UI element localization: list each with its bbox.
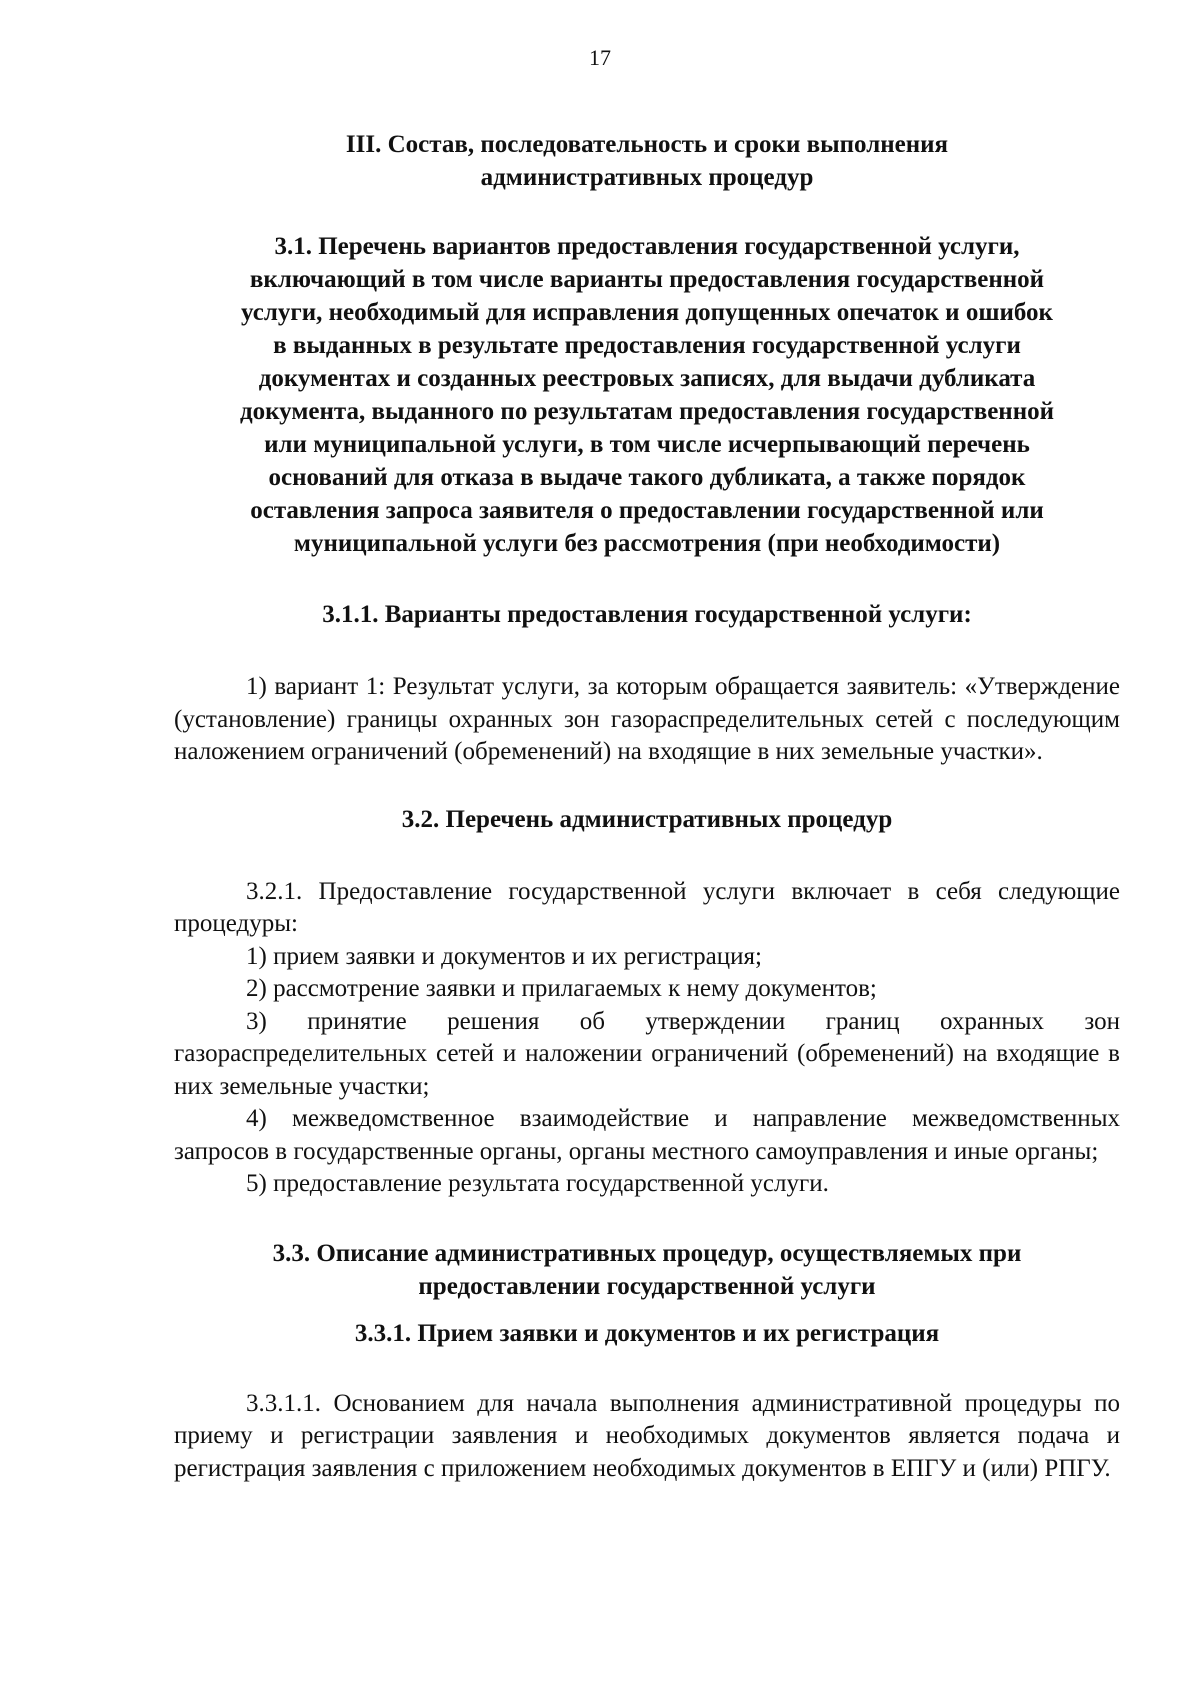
heading-3-3 [174, 1237, 1120, 1303]
heading-line: предоставлении государственной услуги [418, 1272, 876, 1300]
section-title-line: III. Состав, последовательность и сроки выполнения [345, 131, 949, 158]
heading-line: документах и созданных реестровых записях, для выдачи дубликата [258, 365, 1036, 392]
heading-line: услуги, необходимый для исправления допущенных опечаток и ошибок [241, 299, 1053, 326]
paragraph-variant-1: 1) вариант 1: Результат услуги, за которым обращается заявитель: «Утверждение (установление) границы охранных зон газораспределительных сетей с последующим наложением ограничений (обременений) на входящие в них земельные участки». [174, 673, 1120, 765]
heading-line: оснований для отказа в выдаче такого дубликата, а также порядок [268, 464, 1026, 491]
document-body [174, 128, 1120, 1485]
heading-3-2: 3.2. Перечень административных процедур [401, 805, 893, 833]
procedure-item: 3) принятие решения об утверждении границ охранных зон газораспределительных сетей и наложении ограничений (обременений) на входящие в них земельные участки; [174, 1007, 1120, 1100]
heading-3-1 [174, 230, 1120, 560]
procedure-item: 1) прием заявки и документов и их регистрация; [246, 942, 762, 970]
page-number: 17 [589, 45, 611, 70]
section-title-line: административных процедур [480, 164, 814, 191]
procedure-item: 2) рассмотрение заявки и прилагаемых к нему документов; [246, 975, 877, 1002]
heading-line: документа, выданного по результатам предоставления государственной [239, 398, 1055, 425]
heading-line: в выданных в результате предоставления государственной услуги [273, 332, 1021, 359]
heading-line: 3.3. Описание административных процедур, осуществляемых при [272, 1239, 1022, 1267]
section-title [174, 128, 1120, 194]
heading-3-1-1: 3.1.1. Варианты предоставления государственной услуги: [322, 601, 972, 628]
heading-line: включающий в том числе варианты предоставления государственной [249, 266, 1045, 293]
paragraph-3-2-1: 3.2.1. Предоставление государственной услуги включает в себя следующие процедуры: [174, 877, 1120, 937]
heading-line: оставления запроса заявителя о предоставлении государственной или [250, 497, 1044, 524]
heading-3-3-1: 3.3.1. Прием заявки и документов и их регистрация [354, 1319, 940, 1347]
heading-line: 3.1. Перечень вариантов предоставления государственной услуги, [274, 233, 1020, 260]
procedure-item: 5) предоставление результата государственной услуги. [246, 1170, 829, 1197]
heading-line: муниципальной услуги без рассмотрения (при необходимости) [293, 530, 1001, 557]
heading-line: или муниципальной услуги, в том числе исчерпывающий перечень [264, 431, 1030, 458]
paragraph-3-3-1-1: 3.3.1.1. Основанием для начала выполнения административной процедуры по приему и регистрации заявления и необходимых документов является подача и регистрация заявления с приложением необходимых документов в ЕПГУ и (или) РПГУ. [174, 1389, 1120, 1482]
procedure-item: 4) межведомственное взаимодействие и направление межведомственных запросов в государственные органы, органы местного самоуправления и иные органы; [174, 1105, 1120, 1165]
